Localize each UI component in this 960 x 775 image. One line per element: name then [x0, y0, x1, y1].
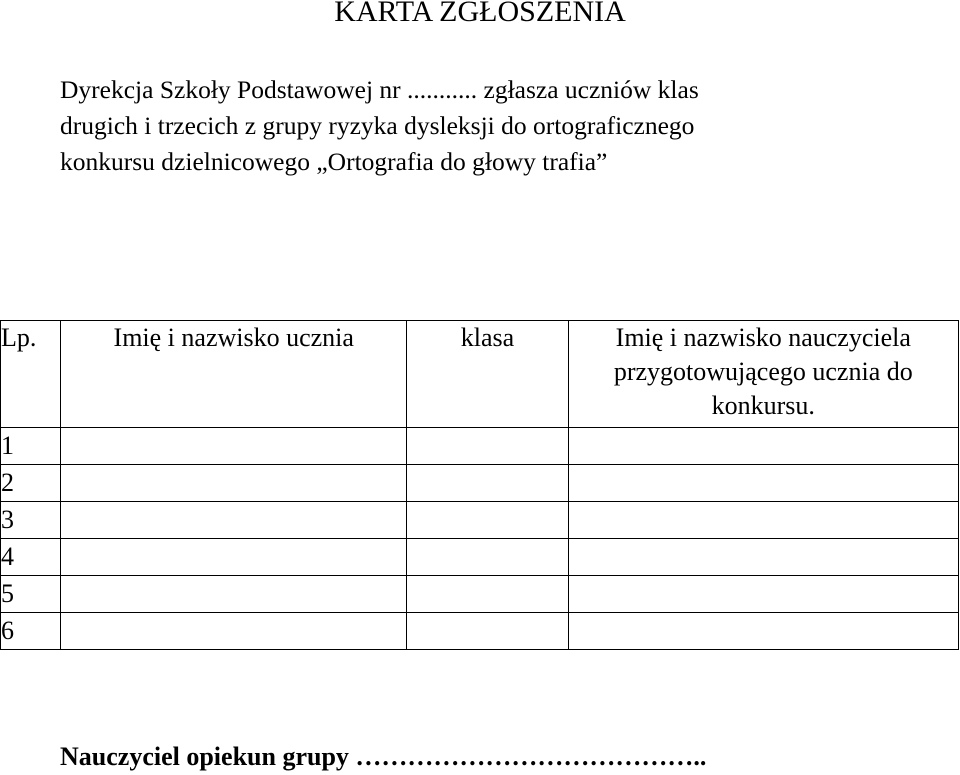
teacher-cell[interactable] [568, 428, 958, 465]
table-row [1, 465, 959, 502]
intro-line: Dyrekcja Szkoły Podstawowej nr ........... zgłasza uczniów klas [60, 75, 699, 104]
supervisor-signature-line: Nauczyciel opiekun grupy ………………………………….. [60, 742, 707, 771]
table-row [1, 502, 959, 539]
student-name-cell[interactable] [61, 502, 407, 539]
teacher-cell[interactable] [568, 465, 958, 502]
page-title: KARTA ZGŁOSZENIA [334, 0, 626, 28]
class-cell[interactable] [407, 428, 568, 465]
class-cell[interactable] [407, 576, 568, 613]
row-number: 2 [1, 465, 61, 502]
class-cell[interactable] [407, 502, 568, 539]
class-cell[interactable] [407, 539, 568, 576]
column-header-student-name: Imię i nazwisko ucznia [61, 321, 407, 428]
row-number: 4 [1, 539, 61, 576]
student-name-cell[interactable] [61, 613, 407, 650]
intro-line: drugich i trzecich z grupy ryzyka dysleksji do ortograficznego [60, 111, 695, 140]
row-number: 6 [1, 613, 61, 650]
intro-paragraph [60, 72, 920, 180]
row-number: 3 [1, 502, 61, 539]
column-header-class: klasa [407, 321, 568, 428]
teacher-cell[interactable] [568, 576, 958, 613]
table-row [1, 539, 959, 576]
teacher-cell[interactable] [568, 539, 958, 576]
intro-line: konkursu dzielnicowego „Ortografia do głowy trafia” [60, 147, 608, 176]
column-header-lp: Lp. [1, 321, 61, 428]
student-name-cell[interactable] [61, 539, 407, 576]
table-header-row [1, 321, 959, 428]
column-header-teacher: Imię i nazwisko nauczyciela przygotowującego ucznia do konkursu. [568, 321, 958, 428]
table-row [1, 576, 959, 613]
student-name-cell[interactable] [61, 576, 407, 613]
table-row [1, 613, 959, 650]
row-number: 1 [1, 428, 61, 465]
class-cell[interactable] [407, 613, 568, 650]
table-row [1, 428, 959, 465]
student-name-cell[interactable] [61, 428, 407, 465]
row-number: 5 [1, 576, 61, 613]
student-name-cell[interactable] [61, 465, 407, 502]
registration-table [0, 320, 959, 650]
teacher-cell[interactable] [568, 502, 958, 539]
class-cell[interactable] [407, 465, 568, 502]
teacher-cell[interactable] [568, 613, 958, 650]
